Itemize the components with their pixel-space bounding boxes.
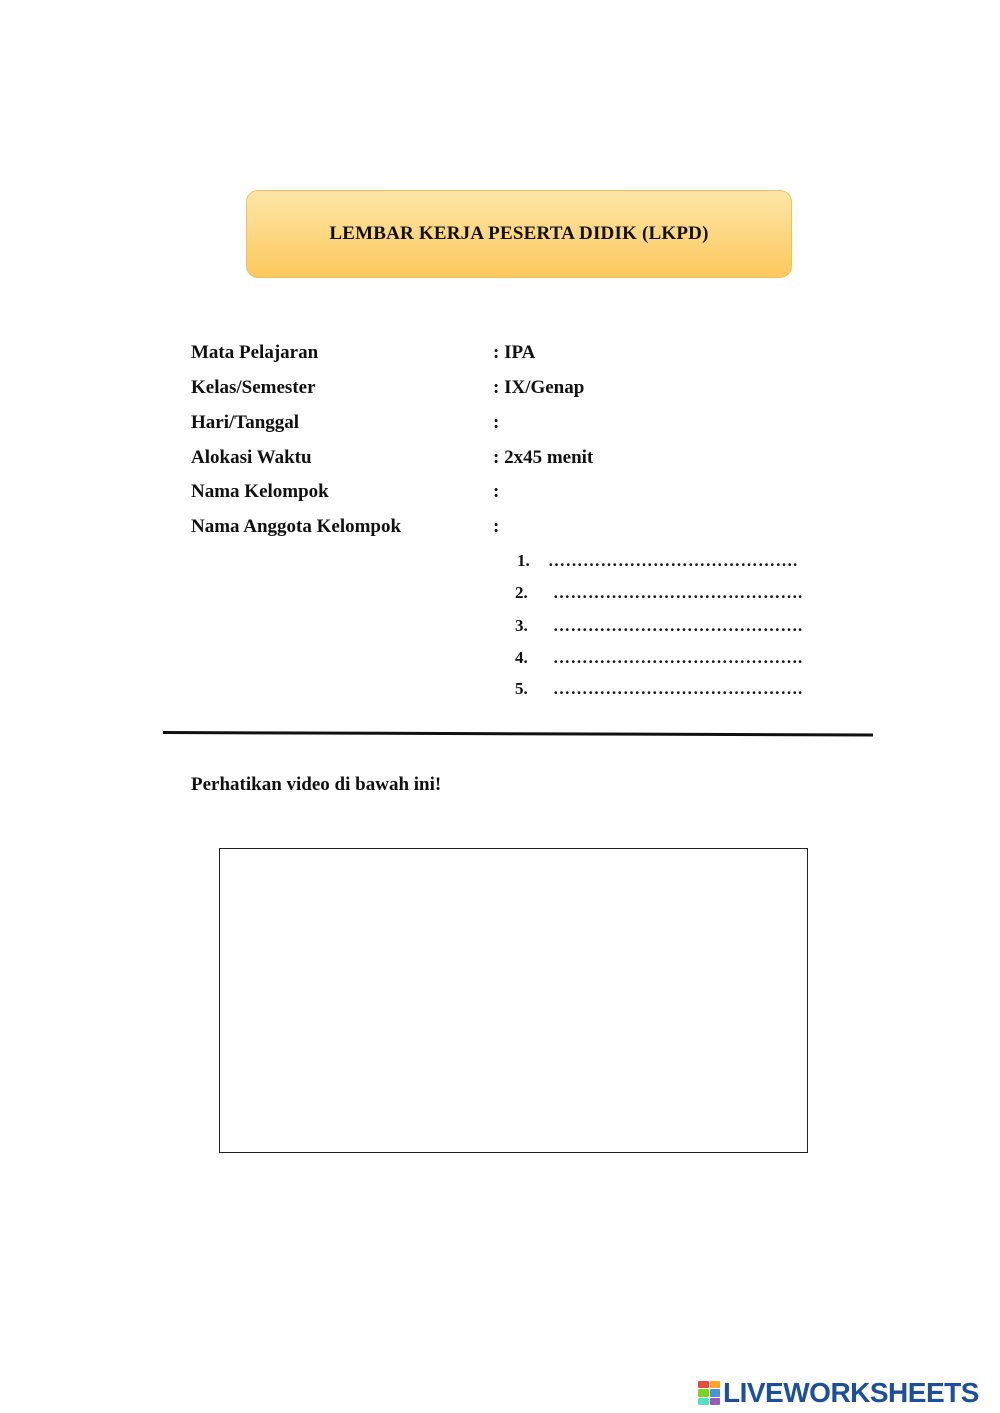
group-label: Nama Kelompok	[191, 481, 329, 502]
video-frame[interactable]	[219, 848, 808, 1153]
title-banner	[246, 190, 792, 278]
member-blank[interactable]: …………………………………….	[553, 648, 803, 667]
class-label: Kelas/Semester	[191, 377, 316, 398]
class-value: : IX/Genap	[493, 377, 585, 398]
member-number: 4.	[515, 648, 528, 667]
subject-value: : IPA	[493, 342, 536, 363]
member-blank[interactable]: …………………………………….	[553, 583, 803, 602]
liveworksheets-logo-icon	[698, 1381, 720, 1405]
member-blank[interactable]: …………………………………….	[553, 679, 803, 698]
group-value[interactable]: :	[493, 481, 500, 502]
member-number: 2.	[515, 583, 528, 602]
brand-watermark	[698, 1378, 979, 1408]
member-number: 3.	[515, 616, 528, 635]
member-blank[interactable]: …………………………………….	[553, 616, 803, 635]
members-label: Nama Anggota Kelompok	[191, 516, 402, 537]
member-number: 5.	[515, 679, 528, 698]
date-label: Hari/Tanggal	[191, 412, 300, 433]
time-value: : 2x45 menit	[493, 447, 594, 468]
section-divider	[163, 731, 873, 736]
members-value: :	[493, 516, 500, 537]
subject-label: Mata Pelajaran	[191, 342, 319, 363]
instruction-text: Perhatikan video di bawah ini!	[191, 774, 442, 795]
member-blank[interactable]: …………………………………….	[548, 551, 798, 570]
worksheet-title: LEMBAR KERJA PESERTA DIDIK (LKPD)	[329, 223, 709, 244]
brand-name: LIVEWORKSHEETS	[723, 1377, 979, 1408]
member-number: 1.	[517, 551, 530, 570]
time-label: Alokasi Waktu	[191, 447, 312, 468]
date-value[interactable]: :	[493, 412, 500, 433]
